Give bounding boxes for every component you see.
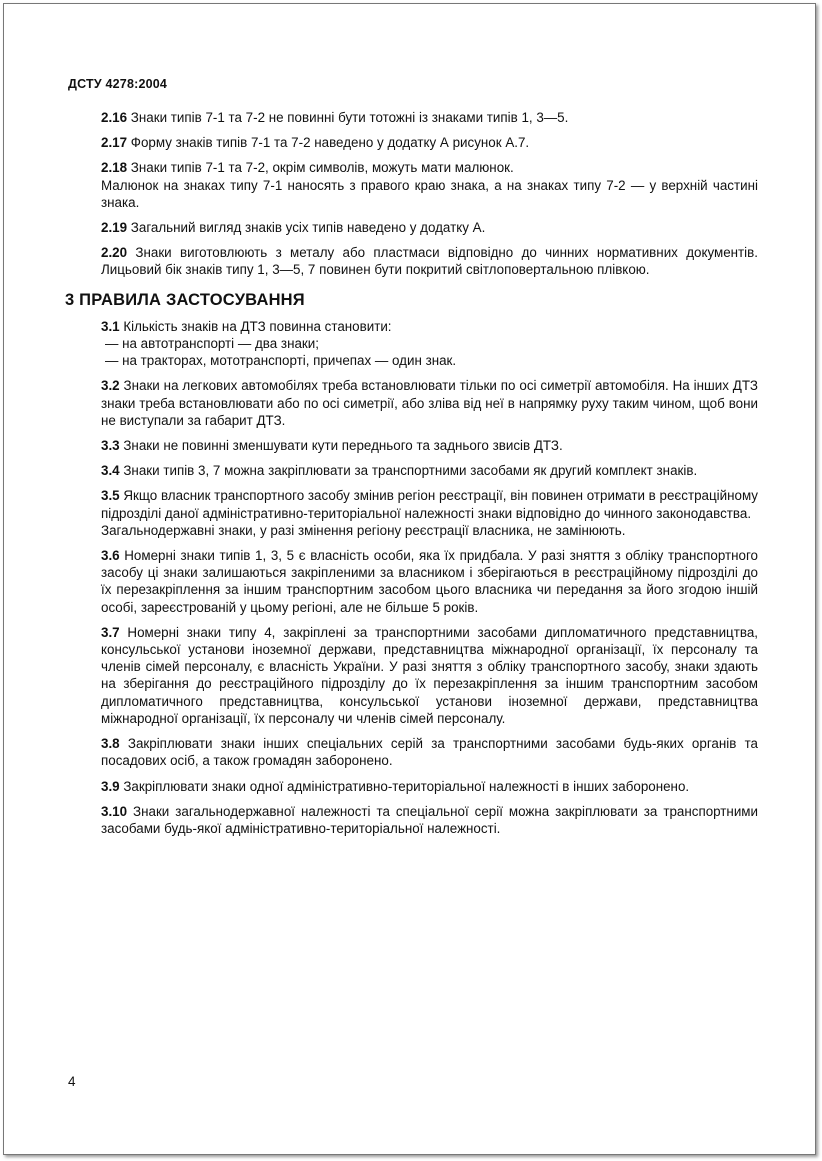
paragraph-number: 3.10 xyxy=(101,803,128,819)
paragraph-number: 3.3 xyxy=(101,438,120,454)
paragraph-number: 2.17 xyxy=(101,135,128,151)
paragraph-number: 3.7 xyxy=(101,624,120,640)
paragraph-text: Якщо власник транспортного засобу змінив регіон реєстрації, він повинен отримати в реєстраційному підрозділі даної адміністративно-територіальної належності знаки відповідно до чинного законодавства. xyxy=(101,488,758,521)
paragraph-2-17 xyxy=(101,134,758,151)
paragraph-text: Номерні знаки типу 4, закріплені за транспортними засобами дипломатичного представництва, консульської установи іноземної держави, представництва міжнародної організації, їх персоналу та членів сімей персоналу, є власність України. У разі зняття з обліку транспортного засобу, знаки здають на зберігання до реєстраційного підрозділу до їх перезакріплення за іншим транспортним засобом дипломатичного представництва, консульської установи іноземної держави, представництва міжнародної організації, їх персоналу чи членів сімей персоналу. xyxy=(101,624,758,726)
page-number: 4 xyxy=(68,1074,76,1089)
paragraph-text: Кількість знаків на ДТЗ повинна становити: xyxy=(119,318,392,334)
paragraph-text: Знаки виготовлюють з металу або пластмаси відповідно до чинних нормативних документів. Лицьовий бік знаків типу 1, 3—5, 7 повинен бути покритий світлоповертальною плівкою. xyxy=(101,245,758,278)
paragraph-number: 2.18 xyxy=(101,160,128,176)
paragraph-number: 3.4 xyxy=(101,463,120,479)
paragraph-number: 3.1 xyxy=(101,318,120,334)
paragraph-3-10 xyxy=(101,803,758,837)
paragraph-3-2 xyxy=(101,377,758,429)
paragraph-3-8 xyxy=(101,735,758,769)
paragraph-3-5 xyxy=(101,487,758,521)
paragraph-3-4 xyxy=(101,462,758,479)
paragraph-text: Знаки загальнодержавної належності та спеціальної серії можна закріплювати за транспортними засобами будь-якої адміністративно-територіальної належності. xyxy=(101,803,758,836)
paragraph-text: Знаки типів 7-1 та 7-2, окрім символів, можуть мати малюнок. xyxy=(127,160,514,176)
paragraph-2-16 xyxy=(101,109,758,126)
section-3-heading: 3 ПРАВИЛА ЗАСТОСУВАННЯ xyxy=(65,290,305,309)
paragraph-number: 2.16 xyxy=(101,110,128,125)
paragraph-number: 3.8 xyxy=(101,736,120,752)
paragraph-text: Номерні знаки типів 1, 3, 5 є власність особи, яка їх придбала. У разі зняття з обліку транспортного засобу ці знаки залишаються закріпленими за власником і зберігаються в реєстраційному підрозділі до їх перезакріплення за іншим транспортним засобом цього власника чи передання за його згодою іншій особі, зареєстрованій у цьому регіоні, але не більше 5 років. xyxy=(101,548,758,615)
paragraph-text: Форму знаків типів 7-1 та 7-2 наведено у додатку А рисунок А.7. xyxy=(127,135,530,151)
paragraph-number: 3.2 xyxy=(101,378,120,394)
paragraph-3-5-continuation: Загальнодержавні знаки, у разі змінення регіону реєстрації власника, не замінюють. xyxy=(101,522,626,538)
paragraph-3-7 xyxy=(101,624,758,727)
paragraph-2-18 xyxy=(101,159,758,176)
paragraph-3-6 xyxy=(101,547,758,616)
list-item: — на тракторах, мототранспорті, причепах — один знак. xyxy=(105,353,457,369)
paragraph-text: Знаки типів 3, 7 можна закріплювати за транспортними засобами як другий комплект знаків. xyxy=(119,463,698,479)
paragraph-number: 3.9 xyxy=(101,778,120,794)
paragraph-number: 3.5 xyxy=(101,488,120,504)
paragraph-text: Знаки на легкових автомобілях треба встановлювати тільки по осі симетрії автомобіля. На інших ДТЗ знаки треба встановлювати або по осі симетрії, або зліва від неї в напрямку руху таким чином, щоб вони не виступали за габарит ДТЗ. xyxy=(101,378,758,428)
paragraph-2-20 xyxy=(101,244,758,278)
paragraph-text: Знаки не повинні зменшувати кути переднього та заднього звисів ДТЗ. xyxy=(119,438,563,454)
paragraph-number: 2.19 xyxy=(101,220,128,236)
paragraph-text: Закріплювати знаки інших спеціальних серій за транспортними засобами будь-яких органів та посадових осіб, а також громадян заборонено. xyxy=(101,736,758,769)
paragraph-2-19 xyxy=(101,219,758,236)
paragraph-text: Загальний вигляд знаків усіх типів наведено у додатку А. xyxy=(127,220,486,236)
paragraph-number: 3.6 xyxy=(101,548,120,564)
list-item: — на автотранспорті — два знаки; xyxy=(105,336,319,352)
paragraph-3-3 xyxy=(101,437,758,454)
page-content xyxy=(65,109,758,837)
document-header: ДСТУ 4278:2004 xyxy=(68,77,168,91)
paragraph-text: Закріплювати знаки одної адміністративно-територіальної належності в інших заборонено. xyxy=(119,778,690,794)
paragraph-3-9 xyxy=(101,778,758,795)
paragraph-number: 2.20 xyxy=(101,245,128,261)
paragraph-text: Знаки типів 7-1 та 7-2 не повинні бути тотожні із знаками типів 1, 3—5. xyxy=(127,110,569,125)
paragraph-3-1 xyxy=(101,318,758,335)
paragraph-2-18-continuation: Малюнок на знаках типу 7-1 наносять з правого краю знака, а на знаках типу 7-2 — у верхній частині знака. xyxy=(101,177,758,210)
document-page xyxy=(3,3,816,1155)
